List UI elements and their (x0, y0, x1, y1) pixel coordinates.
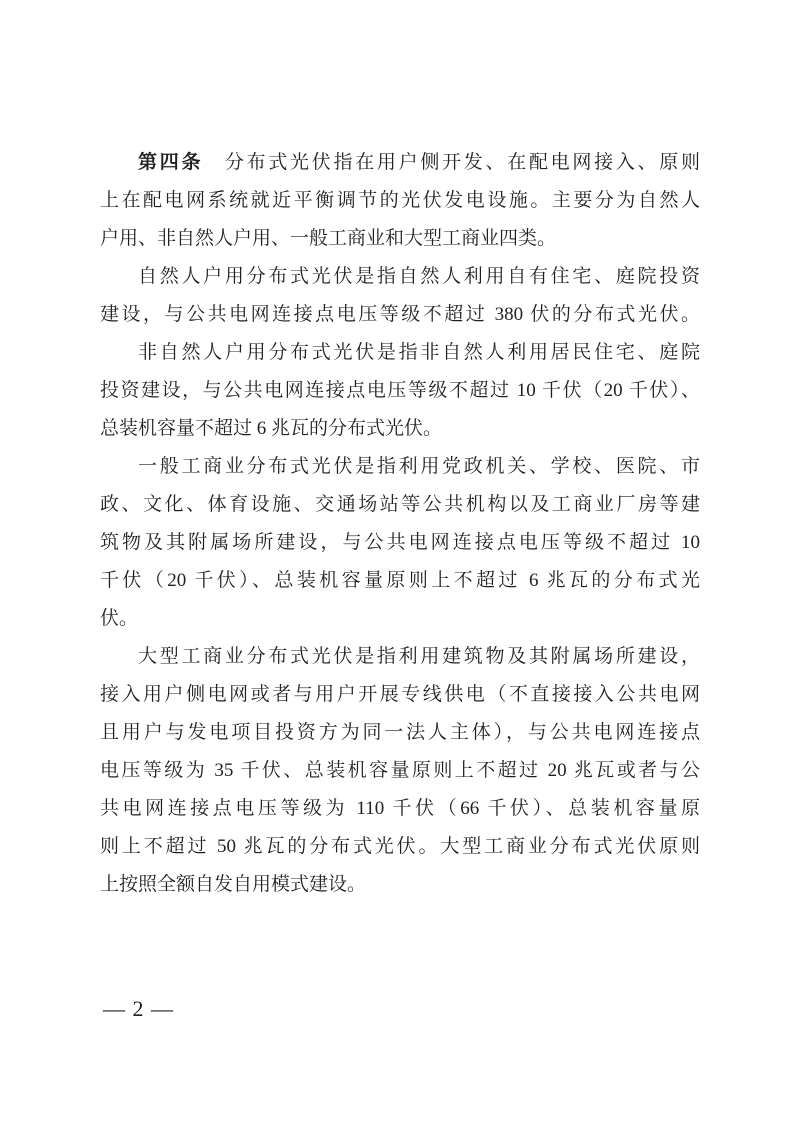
text-line: 户用、非自然人户用、一般工商业和大型工商业四类。 (100, 228, 557, 249)
text-line: 一般工商业分布式光伏是指利用党政机关、学校、医院、市 (138, 456, 700, 477)
text-line: 筑物及其附属场所建设，与公共电网连接点电压等级不超过 10 (100, 532, 700, 553)
text-line: 则上不超过 50 兆瓦的分布式光伏。大型工商业分布式光伏原则 (100, 836, 700, 857)
text-line: 政、文化、体育设施、交通场站等公共机构以及工商业厂房等建 (100, 494, 700, 515)
text-line: 伏。 (100, 608, 139, 629)
paragraph-non-natural-person-household (100, 334, 700, 448)
text-line: 千伏（20 千伏）、总装机容量原则上不超过 6 兆瓦的分布式光 (100, 570, 700, 591)
text-line: 大型工商业分布式光伏是指利用建筑物及其附属场所建设， (138, 646, 700, 667)
text-line: 总装机容量不超过 6 兆瓦的分布式光伏。 (100, 418, 443, 439)
text-line: 投资建设，与公共电网连接点电压等级不超过 10 千伏（20 千伏）、 (100, 380, 700, 401)
text-line: 非自然人户用分布式光伏是指非自然人利用居民住宅、庭院 (138, 342, 700, 363)
article-body (100, 144, 700, 904)
paragraph-large-commercial (100, 638, 700, 904)
page-number: — 2 — (103, 996, 174, 1021)
text-line (100, 144, 700, 182)
paragraph-general-commercial (100, 448, 700, 638)
paragraph-natural-person-household (100, 258, 700, 334)
article-number: 第四条 (138, 152, 204, 173)
text-line: 共电网连接点电压等级为 110 千伏（66 千伏）、总装机容量原 (100, 798, 700, 819)
text-line: 自然人户用分布式光伏是指自然人利用自有住宅、庭院投资 (138, 266, 700, 287)
text-line: 建设，与公共电网连接点电压等级不超过 380 伏的分布式光伏。 (100, 304, 700, 325)
text-line: 电压等级为 35 千伏、总装机容量原则上不超过 20 兆瓦或者与公 (100, 760, 700, 781)
text-line: 上按照全额自发自用模式建设。 (100, 874, 367, 895)
text-line: 且用户与发电项目投资方为同一法人主体），与公共电网连接点 (100, 722, 700, 743)
text-line: 接入用户侧电网或者与用户开展专线供电（不直接接入公共电网 (100, 684, 700, 705)
line-text: 分布式光伏指在用户侧开发、在配电网接入、原则 (203, 152, 700, 173)
paragraph-article-4-intro (100, 144, 700, 258)
text-line: 上在配电网系统就近平衡调节的光伏发电设施。主要分为自然人 (100, 190, 700, 211)
